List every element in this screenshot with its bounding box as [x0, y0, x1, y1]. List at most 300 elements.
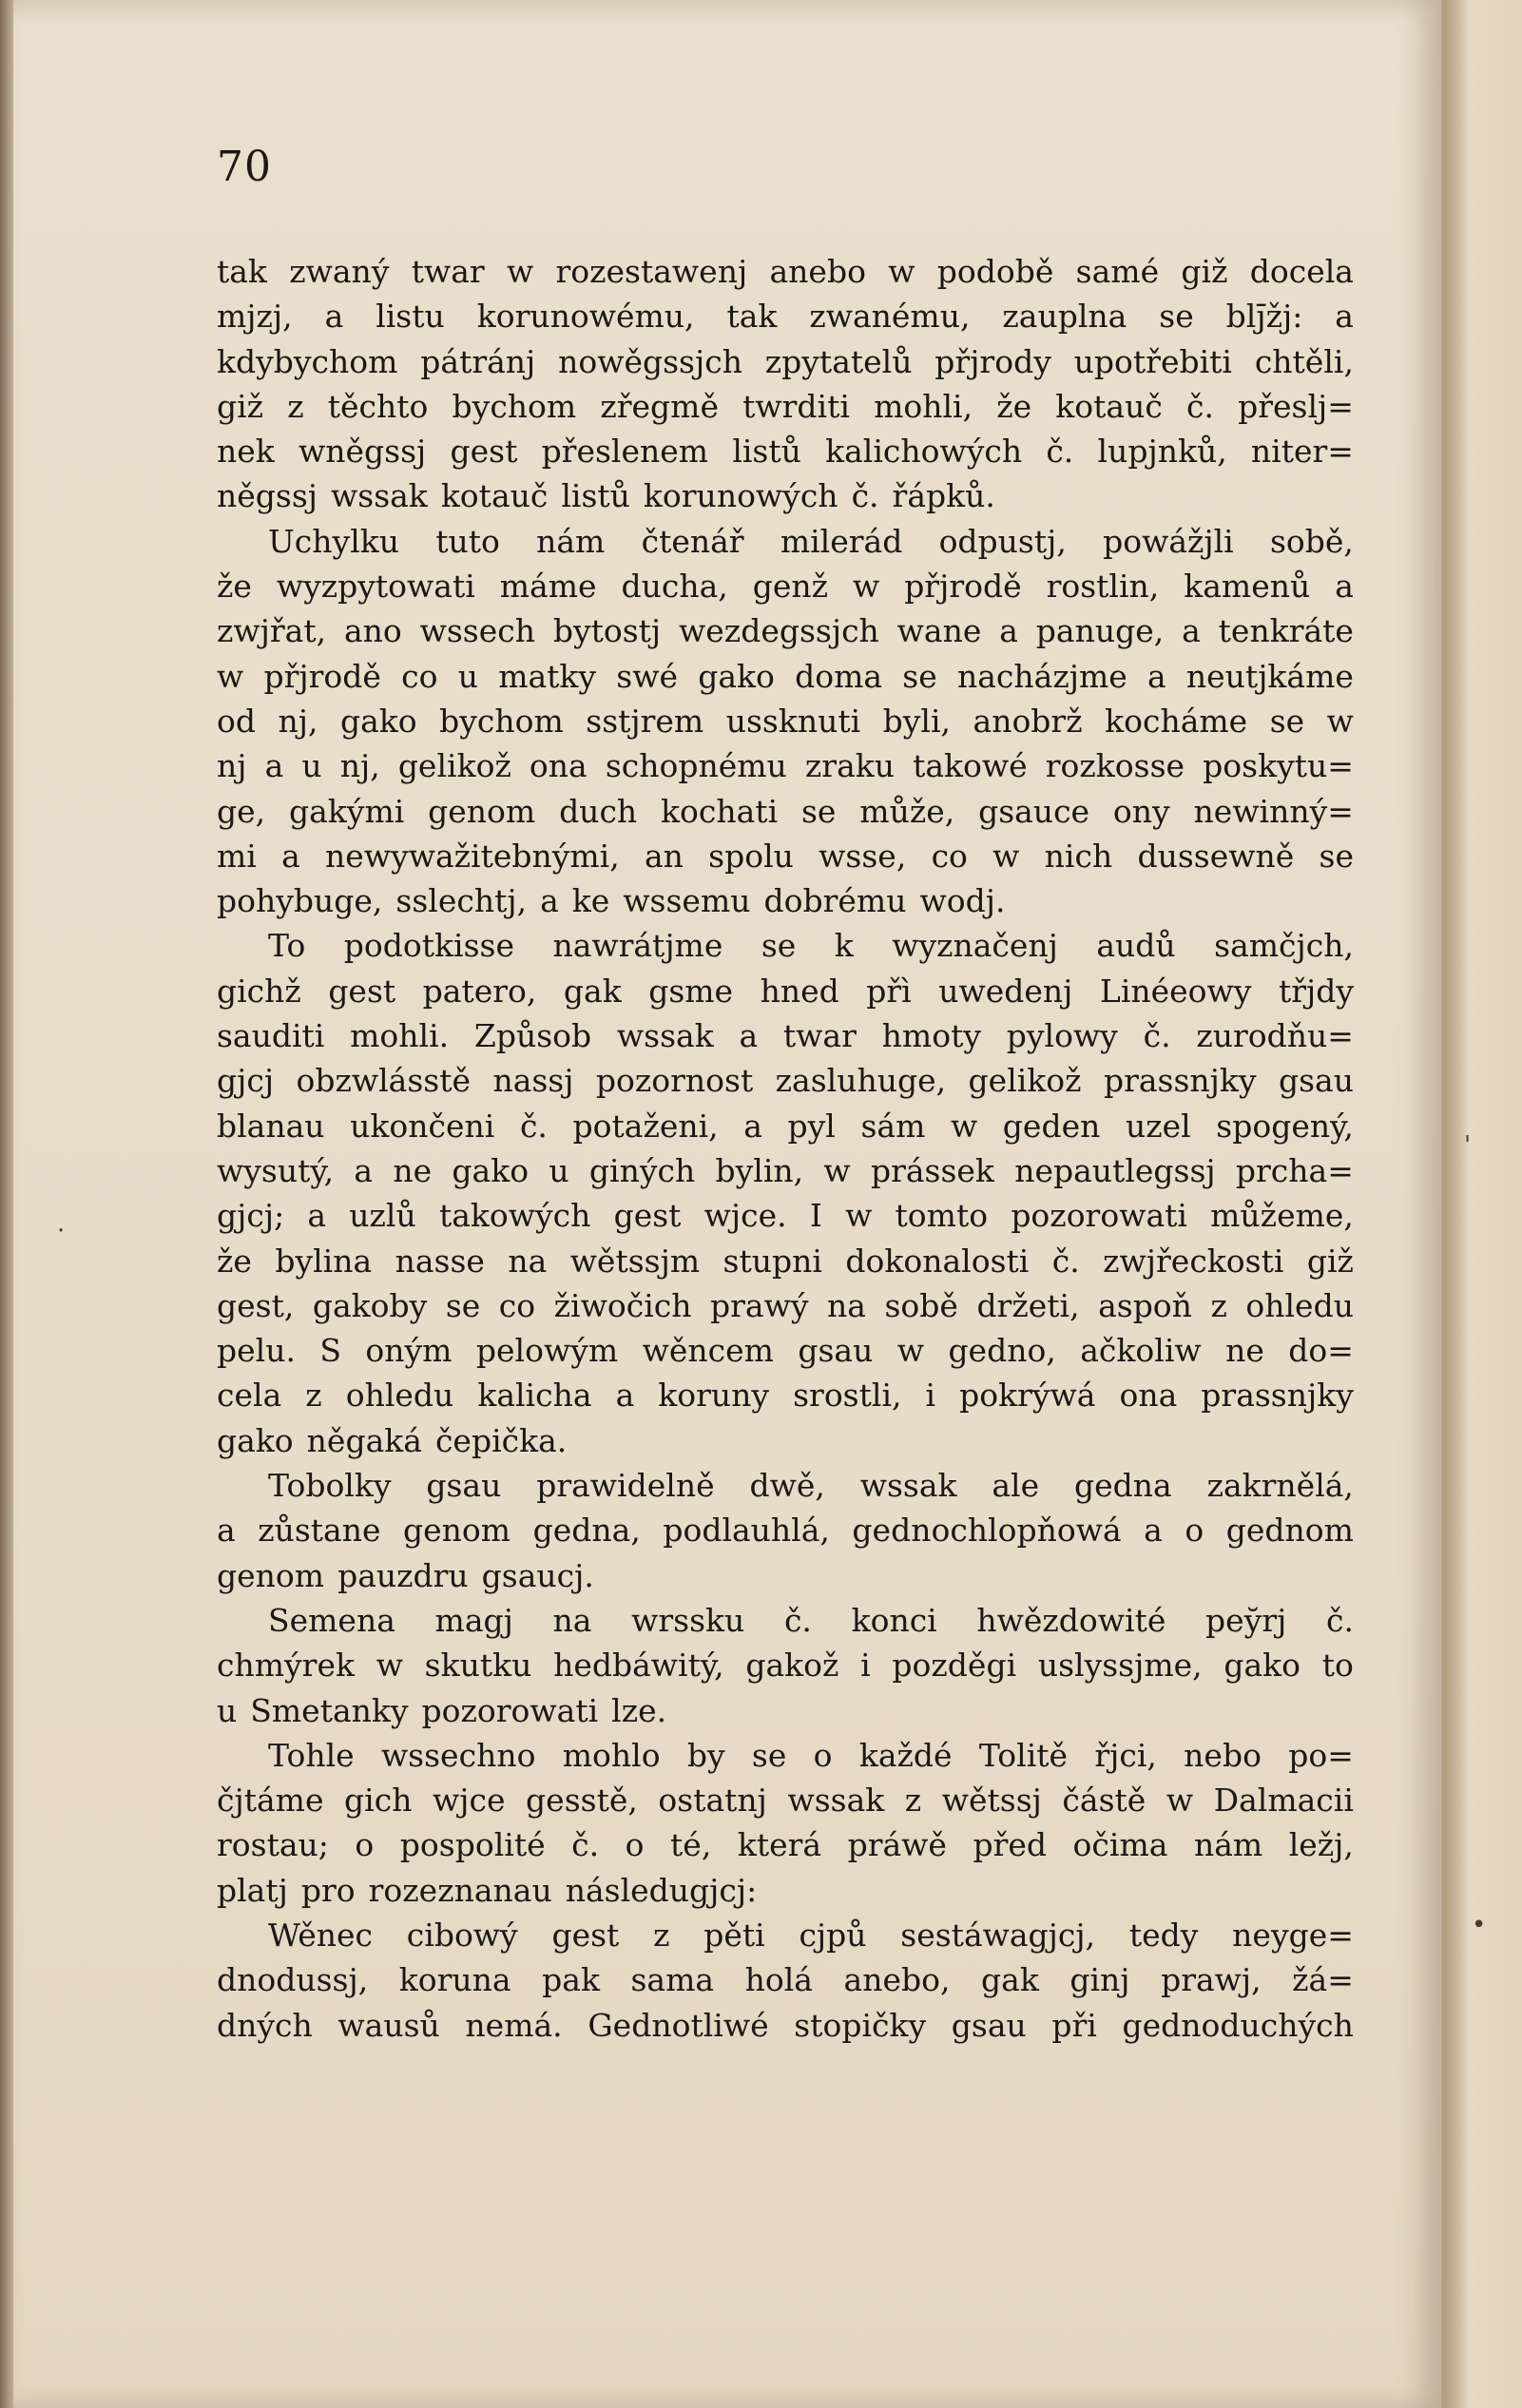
word: Uchylku: [268, 522, 399, 560]
word: uwedenj: [938, 972, 1073, 1010]
word: do=: [1288, 1332, 1354, 1370]
word: čtenář: [641, 522, 744, 560]
word: neyge=: [1232, 1916, 1354, 1954]
word: rozeznanau: [368, 1871, 552, 1909]
word: Tohle: [268, 1736, 355, 1774]
word: prassnjky: [1103, 1062, 1257, 1100]
word: wněgssj: [299, 433, 427, 471]
word: holá: [744, 1961, 813, 1999]
book-leaf: [13, 0, 1441, 2408]
word: w: [1326, 702, 1354, 740]
word: upotřebiti: [1073, 342, 1232, 380]
word: hedbáwitý,: [553, 1647, 724, 1685]
text-line: [217, 1463, 1354, 1508]
word: gakými: [289, 792, 405, 830]
word: koruny: [658, 1377, 770, 1415]
word: zurodňu=: [1196, 1017, 1354, 1055]
word: a: [1335, 298, 1354, 336]
text-line: [217, 1239, 1354, 1283]
word: listů: [561, 477, 630, 515]
word: a: [307, 1197, 327, 1235]
word: tuto: [435, 522, 500, 560]
word: prássek: [870, 1151, 994, 1189]
word: č.: [1143, 1017, 1171, 1055]
word: wssak: [859, 1467, 957, 1505]
word: w: [950, 1107, 978, 1145]
word: té,: [670, 1826, 712, 1864]
word: panuge,: [1035, 612, 1165, 650]
word: pozorowati: [1011, 1197, 1187, 1235]
word: ale: [992, 1467, 1040, 1505]
text-line: [217, 1418, 1354, 1463]
word: milerád: [780, 522, 903, 560]
text-line: [217, 2003, 1354, 2048]
word: u: [457, 657, 478, 695]
word: z: [904, 1782, 922, 1820]
word: gak: [563, 972, 622, 1010]
word: gsme: [648, 972, 734, 1010]
word: tak: [217, 253, 267, 290]
word: ginj: [1069, 1961, 1130, 1999]
word: č.: [1185, 387, 1214, 425]
body-text: [217, 249, 1354, 2048]
word: to: [1321, 1647, 1354, 1685]
word: nassj: [492, 1062, 574, 1100]
text-line: [217, 1913, 1354, 1957]
word: na: [508, 1242, 548, 1280]
word: na: [552, 1601, 592, 1639]
text-line: [217, 1328, 1354, 1373]
text-line: [217, 249, 1354, 294]
word: listů: [732, 433, 801, 471]
word: kocháme: [1105, 702, 1248, 740]
word: blj̄žj:: [1225, 298, 1303, 336]
word: pelowým: [475, 1332, 619, 1370]
word: zřegmě: [600, 387, 719, 425]
margin-dot: •: [1472, 1911, 1487, 1939]
word: čepička.: [434, 1421, 568, 1459]
word: a: [739, 1017, 759, 1055]
word: co: [401, 657, 438, 695]
text-line: [217, 1868, 1354, 1913]
word: držeti,: [976, 1286, 1080, 1324]
word: o: [355, 1826, 375, 1864]
word: zwaný: [289, 253, 390, 290]
word: přjrodě: [904, 568, 1022, 606]
word: u: [301, 747, 322, 785]
word: schopnému: [605, 747, 787, 785]
word: pro: [300, 1871, 356, 1909]
word: nemá.: [465, 2006, 563, 2044]
word: podlauhlá,: [663, 1512, 830, 1550]
word: se: [761, 927, 797, 965]
word: se: [1159, 298, 1194, 336]
text-line: [217, 294, 1354, 338]
word: čjtáme: [217, 1782, 324, 1820]
text-line: [217, 1598, 1354, 1643]
word: hmoty: [881, 1017, 981, 1055]
word: gednochlopňowá: [852, 1512, 1122, 1550]
word: gako: [452, 1151, 530, 1189]
word: wssech: [419, 612, 535, 650]
word: prcha=: [1235, 1151, 1354, 1189]
word: uzlů: [349, 1197, 416, 1235]
margin-tick: ': [1464, 1131, 1472, 1160]
word: giž: [1306, 1242, 1354, 1280]
word: pelu.: [217, 1332, 296, 1370]
page-number: 70: [217, 143, 272, 191]
word: gsau: [1278, 1062, 1354, 1100]
word: wane: [896, 612, 982, 650]
word: potaženi,: [572, 1107, 719, 1145]
word: oným: [365, 1332, 453, 1370]
word: gak: [981, 1961, 1039, 1999]
word: ducha,: [621, 568, 728, 606]
word: gest: [450, 433, 518, 471]
word: z: [287, 387, 304, 425]
word: něgaká: [306, 1421, 422, 1459]
word: magj: [434, 1601, 513, 1639]
word: kochati: [661, 792, 779, 830]
word: mi: [217, 837, 257, 875]
word: wjce.: [703, 1197, 787, 1235]
word: ukončeni: [350, 1107, 495, 1145]
word: máme: [499, 568, 597, 606]
word: wssemu: [623, 882, 751, 920]
word: genom: [217, 1556, 325, 1594]
word: sauditi: [217, 1017, 325, 1055]
word: anebo,: [843, 1961, 951, 1999]
text-line: [217, 743, 1354, 788]
word: wysutý,: [217, 1151, 335, 1189]
word: Semena: [268, 1601, 395, 1639]
word: Způsob: [473, 1017, 592, 1055]
word: w: [823, 1151, 851, 1189]
word: powážjli: [1103, 522, 1234, 560]
word: takowých: [438, 1197, 591, 1235]
word: matky: [498, 657, 597, 695]
word: chtěli,: [1254, 342, 1354, 380]
word: Tobolky: [268, 1467, 392, 1505]
word: která: [737, 1826, 822, 1864]
word: těchto: [327, 387, 429, 425]
word: listu: [376, 298, 445, 336]
word: nj: [217, 747, 247, 785]
word: hned: [760, 972, 839, 1010]
word: blanau: [217, 1107, 325, 1145]
word: se: [902, 657, 937, 695]
word: gsauce: [978, 792, 1090, 830]
word: wjce: [433, 1782, 506, 1820]
word: lze.: [611, 1691, 667, 1729]
word: an: [644, 837, 684, 875]
word: dussewně: [1137, 837, 1295, 875]
word: sobě,: [1269, 522, 1354, 560]
text-line: [217, 564, 1354, 608]
word: rozkossе: [1045, 747, 1185, 785]
word: č.: [783, 1601, 812, 1639]
word: takowé: [913, 747, 1028, 785]
word: i: [860, 1647, 871, 1685]
word: dnodussj,: [217, 1961, 369, 1999]
word: Gednotliwé: [588, 2006, 769, 2044]
word: gjcj;: [217, 1197, 285, 1235]
word: přì: [866, 972, 912, 1010]
word: wyznačenj: [892, 927, 1058, 965]
word: žiwočich: [553, 1286, 692, 1324]
word: částě: [1062, 1782, 1146, 1820]
word: co: [498, 1286, 536, 1324]
word: pokrýwá: [959, 1377, 1096, 1415]
word: patero,: [422, 972, 537, 1010]
word: ohledu: [345, 1377, 454, 1415]
word: gelikož: [397, 747, 511, 785]
word: aspoň: [1098, 1286, 1192, 1324]
word: gako: [698, 657, 775, 695]
word: w: [1166, 1782, 1194, 1820]
word: gsau: [426, 1467, 502, 1505]
word: Smetanky: [250, 1691, 409, 1729]
word: ostatnj: [658, 1782, 767, 1820]
text-line: [217, 1058, 1354, 1103]
word: ne: [1225, 1332, 1264, 1370]
word: w: [506, 253, 534, 290]
word: wětssjm: [569, 1242, 701, 1280]
text-line: [217, 923, 1354, 968]
word: stopičky: [794, 2006, 927, 2044]
word: nowěgssjch: [558, 342, 742, 380]
word: wausů: [337, 2006, 440, 2044]
word: gednom: [1225, 1512, 1354, 1550]
word: a: [1335, 568, 1354, 606]
word: se: [1269, 702, 1305, 740]
word: a: [217, 1512, 236, 1550]
word: nám: [536, 522, 606, 560]
word: přeslenem: [541, 433, 709, 471]
word: gjcj: [217, 1062, 275, 1100]
word: se: [445, 1286, 481, 1324]
text-line: [217, 1104, 1354, 1148]
word: z: [653, 1916, 670, 1954]
word: řjci,: [1094, 1736, 1157, 1774]
word: rostlin,: [1046, 568, 1160, 606]
text-line: [217, 1373, 1354, 1417]
word: ke: [571, 882, 610, 920]
text-line: [217, 1013, 1354, 1058]
word: může,: [859, 792, 955, 830]
word: dwě,: [749, 1467, 825, 1505]
word: bychom: [452, 387, 577, 425]
word: gakoby: [312, 1286, 428, 1324]
word: mohli.: [350, 1017, 450, 1055]
word: wrssku: [631, 1601, 745, 1639]
word: kotauč: [1055, 387, 1163, 425]
word: nj,: [339, 747, 380, 785]
word: swé: [616, 657, 678, 695]
word: gest: [551, 1916, 620, 1954]
text-line: [217, 473, 1354, 518]
word: nek: [217, 433, 275, 471]
word: wětssj: [941, 1782, 1042, 1820]
word: nebo: [1184, 1736, 1262, 1774]
word: To: [268, 927, 306, 965]
text-line: [217, 519, 1354, 564]
text-line: [217, 1957, 1354, 2002]
word: wsse,: [819, 837, 907, 875]
word: I: [809, 1197, 822, 1235]
word: pěti: [703, 1916, 765, 1954]
word: konci: [851, 1601, 937, 1639]
word: kdybychom: [217, 342, 398, 380]
text-line: [217, 384, 1354, 429]
word: ussknuti: [725, 702, 861, 740]
word: neutjkáme: [1185, 657, 1354, 695]
word: očima: [1072, 1826, 1168, 1864]
word: mjzj,: [217, 298, 293, 336]
word: poskytu=: [1203, 747, 1354, 785]
word: obzwlásstě: [296, 1062, 472, 1100]
word: č.: [571, 1826, 600, 1864]
word: podotkisse: [343, 927, 514, 965]
word: o: [813, 1736, 833, 1774]
word: nawrátjme: [552, 927, 723, 965]
word: w: [896, 1332, 925, 1370]
word: a: [324, 298, 344, 336]
word: že: [217, 568, 252, 606]
word: gedna: [1074, 1467, 1172, 1505]
word: zakrnělá,: [1206, 1467, 1354, 1505]
word: a: [615, 1377, 635, 1415]
word: gichž: [217, 972, 301, 1010]
word: zauplna: [1002, 298, 1127, 336]
word: samčjch,: [1214, 927, 1354, 965]
word: dných: [217, 2006, 313, 2044]
word: zasluhuge,: [775, 1062, 947, 1100]
word: o: [625, 1826, 645, 1864]
word: o: [1185, 1512, 1204, 1550]
word: a: [354, 1151, 374, 1189]
word: wssak: [616, 1017, 714, 1055]
word: pylowy: [1006, 1017, 1118, 1055]
word: wssak: [331, 477, 428, 515]
text-line: [217, 789, 1354, 834]
word: řápků.: [892, 477, 995, 515]
word: kalicha: [477, 1377, 592, 1415]
word: každé: [858, 1736, 953, 1774]
word: se: [751, 1736, 787, 1774]
word: skutku: [424, 1647, 532, 1685]
word: rostau;: [217, 1826, 329, 1864]
word: anebo: [769, 253, 866, 290]
word: ne: [393, 1151, 433, 1189]
word: gsau: [798, 1332, 874, 1370]
word: č.: [519, 1107, 548, 1145]
word: gedno,: [948, 1332, 1056, 1370]
word: gelikož: [968, 1062, 1082, 1100]
text-line: [217, 1643, 1354, 1687]
word: w: [376, 1647, 403, 1685]
text-line: [217, 654, 1354, 699]
word: zwanému,: [809, 298, 971, 336]
word: genom: [403, 1512, 511, 1550]
word: od: [217, 702, 256, 740]
word: sama: [630, 1961, 715, 1999]
word: giž: [1181, 253, 1228, 290]
word: zraku: [804, 747, 895, 785]
word: prassnjky: [1201, 1377, 1354, 1415]
word: č.: [1051, 1242, 1080, 1280]
word: wssak: [787, 1782, 885, 1820]
word: zwjřat,: [217, 612, 327, 650]
word: gako: [1223, 1647, 1301, 1685]
word: podobě: [936, 253, 1054, 290]
word: třjdy: [1278, 972, 1354, 1010]
word: samé: [1075, 253, 1160, 290]
text-line: [217, 834, 1354, 878]
word: duch: [559, 792, 638, 830]
word: nepautlegssj: [1014, 1151, 1216, 1189]
text-line: [217, 878, 1354, 923]
word: geden: [1002, 1107, 1101, 1145]
word: w: [888, 253, 915, 290]
word: nacházjme: [956, 657, 1127, 695]
word: sám: [860, 1107, 926, 1145]
word: a: [1144, 1512, 1163, 1550]
word: rozestawenj: [555, 253, 748, 290]
word: pozděgi: [892, 1647, 1017, 1685]
word: odpustj,: [938, 522, 1067, 560]
word: w: [217, 657, 244, 695]
word: wezdegssjch: [679, 612, 879, 650]
word: byli,: [882, 702, 952, 740]
word: bychom: [439, 702, 564, 740]
word: mohli,: [874, 387, 973, 425]
text-line: [217, 1553, 1354, 1598]
word: pátránj: [420, 342, 536, 380]
text-line: [217, 1778, 1354, 1822]
word: nj,: [278, 702, 318, 740]
word: nasse: [395, 1242, 485, 1280]
word: bylina: [275, 1242, 373, 1280]
word: zpytatelů: [764, 342, 913, 380]
text-line: [217, 1148, 1354, 1193]
word: a: [264, 747, 284, 785]
word: platj: [217, 1871, 288, 1909]
word: že: [217, 1242, 252, 1280]
word: koruna: [398, 1961, 511, 1999]
word: newinný=: [1193, 792, 1354, 830]
word: že: [996, 387, 1032, 425]
word: a: [1182, 612, 1201, 650]
word: cela: [217, 1377, 282, 1415]
word: spolu: [708, 837, 794, 875]
word: gest: [613, 1197, 682, 1235]
word: gest,: [217, 1286, 295, 1324]
word: gako: [217, 1421, 294, 1459]
word: chmýrek: [217, 1647, 355, 1685]
word: ano: [343, 612, 402, 650]
word: giž: [217, 387, 264, 425]
word: k: [834, 927, 854, 965]
word: wodj.: [919, 882, 1006, 920]
word: tomto: [895, 1197, 989, 1235]
text-line: [217, 1283, 1354, 1328]
word: srostli,: [793, 1377, 902, 1415]
text-line: [217, 969, 1354, 1013]
word: přjrodě: [263, 657, 381, 695]
word: zwjřeckosti: [1103, 1242, 1284, 1280]
word: tak: [726, 298, 778, 336]
